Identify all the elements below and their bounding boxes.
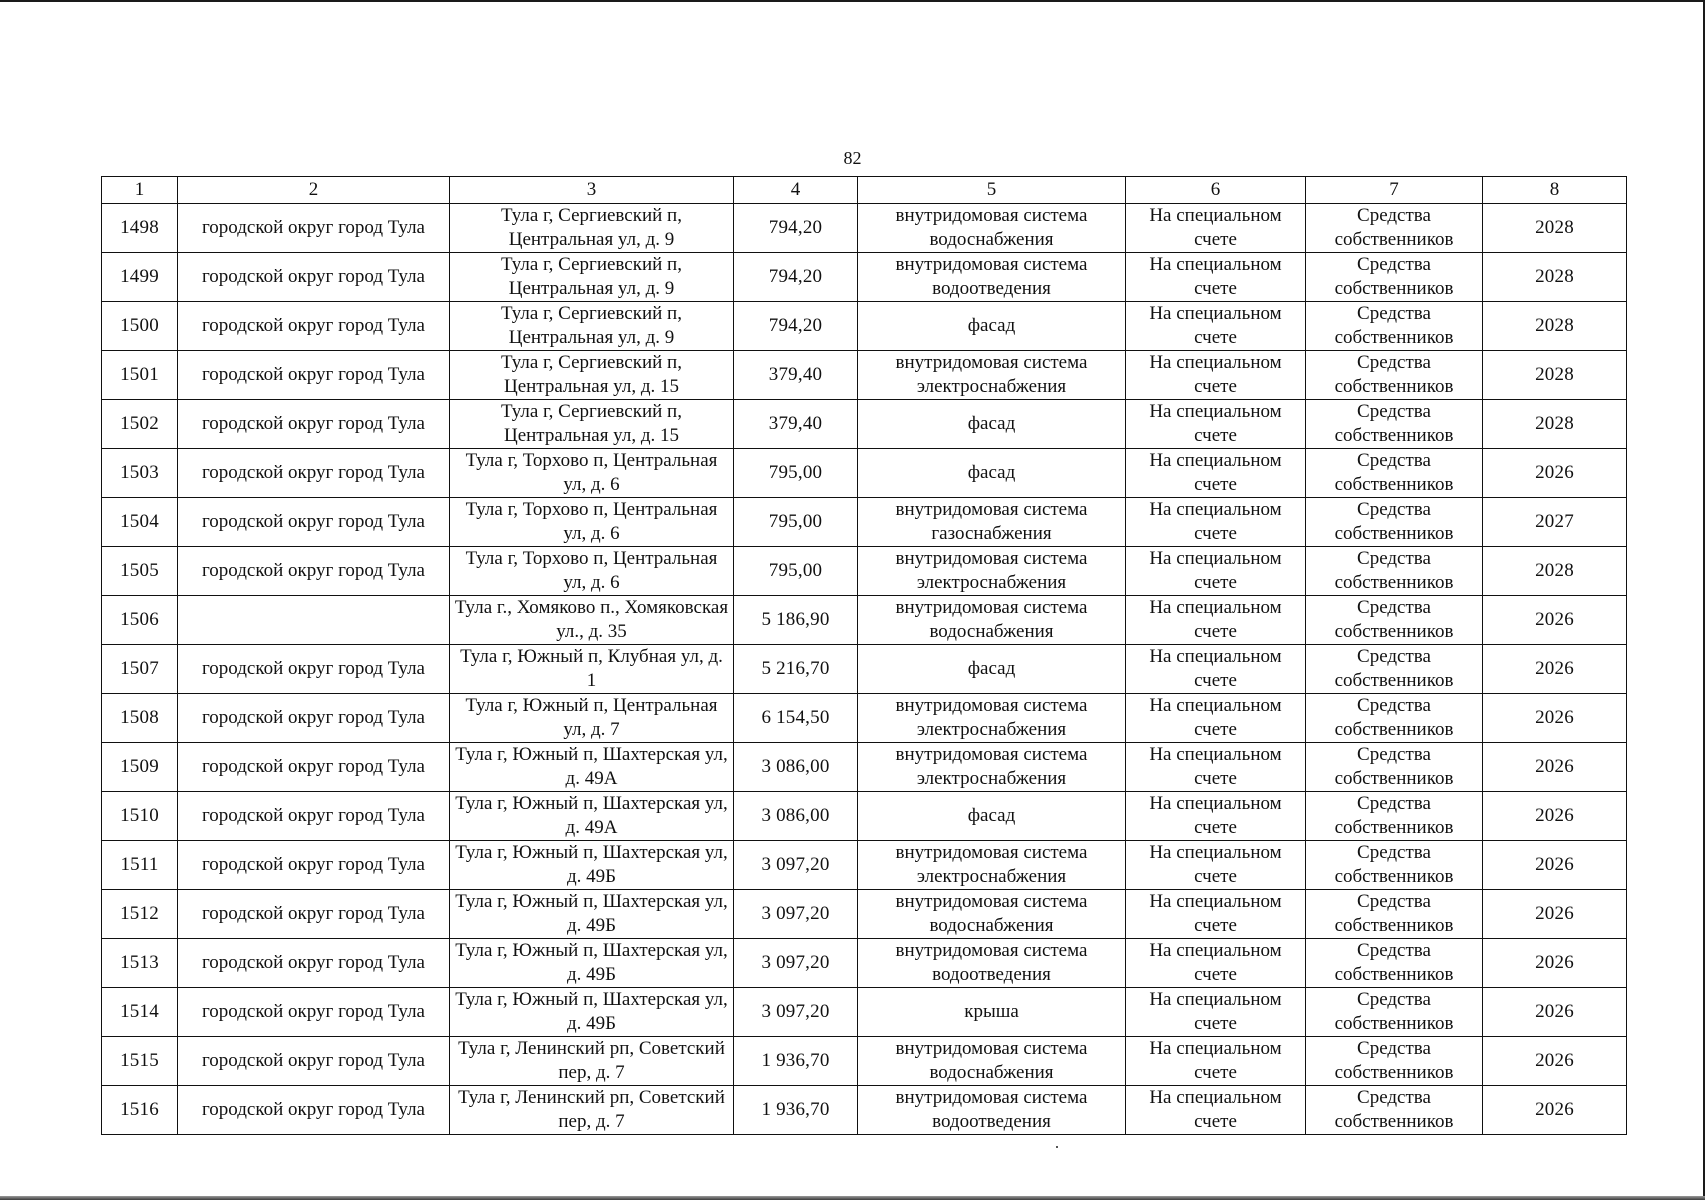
account-type-cell: На специальном счете (1126, 1086, 1306, 1135)
table-row (102, 204, 1627, 253)
year-cell: 2026 (1483, 449, 1627, 498)
account-type-cell: На специальном счете (1126, 302, 1306, 351)
row-number-cell: 1515 (102, 1037, 178, 1086)
repair-element-cell: внутридомовая система водоотведения (858, 253, 1126, 302)
year-cell: 2026 (1483, 988, 1627, 1037)
address-cell: Тула г, Южный п, Шахтерская ул, д. 49Б (450, 841, 734, 890)
funding-source-cell: Средства собственников (1306, 645, 1483, 694)
municipality-cell: городской округ город Тула (178, 743, 450, 792)
municipality-cell: городской округ город Тула (178, 988, 450, 1037)
municipality-cell: городской округ город Тула (178, 1086, 450, 1135)
repair-element-cell: внутридомовая система электроснабжения (858, 841, 1126, 890)
address-cell: Тула г, Южный п, Клубная ул, д. 1 (450, 645, 734, 694)
address-cell: Тула г, Сергиевский п, Центральная ул, д. 9 (450, 204, 734, 253)
funding-source-cell: Средства собственников (1306, 890, 1483, 939)
account-type-cell: На специальном счете (1126, 253, 1306, 302)
repair-element-cell: внутридомовая система водоотведения (858, 1086, 1126, 1135)
year-cell: 2027 (1483, 498, 1627, 547)
funding-source-cell: Средства собственников (1306, 939, 1483, 988)
row-number-cell: 1500 (102, 302, 178, 351)
area-cell: 794,20 (734, 302, 858, 351)
area-cell: 3 086,00 (734, 792, 858, 841)
row-number-cell: 1501 (102, 351, 178, 400)
repair-element-cell: внутридомовая система водоснабжения (858, 1037, 1126, 1086)
year-cell: 2026 (1483, 1086, 1627, 1135)
scan-top-edge (0, 0, 1705, 2)
municipality-cell: городской округ город Тула (178, 890, 450, 939)
funding-source-cell: Средства собственников (1306, 1037, 1483, 1086)
repair-element-cell: внутридомовая система электроснабжения (858, 351, 1126, 400)
funding-source-cell: Средства собственников (1306, 253, 1483, 302)
funding-source-cell: Средства собственников (1306, 351, 1483, 400)
table-row (102, 890, 1627, 939)
area-cell: 3 097,20 (734, 890, 858, 939)
account-type-cell: На специальном счете (1126, 547, 1306, 596)
address-cell: Тула г, Южный п, Шахтерская ул, д. 49Б (450, 890, 734, 939)
account-type-cell: На специальном счете (1126, 596, 1306, 645)
row-number-cell: 1503 (102, 449, 178, 498)
funding-source-cell: Средства собственников (1306, 841, 1483, 890)
municipality-cell: городской округ город Тула (178, 498, 450, 547)
municipality-cell: городской округ город Тула (178, 253, 450, 302)
municipality-cell: городской округ город Тула (178, 302, 450, 351)
row-number-cell: 1504 (102, 498, 178, 547)
year-cell: 2028 (1483, 400, 1627, 449)
area-cell: 379,40 (734, 351, 858, 400)
row-number-cell: 1512 (102, 890, 178, 939)
funding-source-cell: Средства собственников (1306, 1086, 1483, 1135)
year-cell: 2026 (1483, 792, 1627, 841)
year-cell: 2026 (1483, 596, 1627, 645)
year-cell: 2026 (1483, 694, 1627, 743)
row-number-cell: 1505 (102, 547, 178, 596)
funding-source-cell: Средства собственников (1306, 988, 1483, 1037)
repair-element-cell: внутридомовая система газоснабжения (858, 498, 1126, 547)
address-cell: Тула г, Сергиевский п, Центральная ул, д. 15 (450, 400, 734, 449)
table-row (102, 792, 1627, 841)
table-row (102, 547, 1627, 596)
row-number-cell: 1499 (102, 253, 178, 302)
year-cell: 2026 (1483, 1037, 1627, 1086)
account-type-cell: На специальном счете (1126, 694, 1306, 743)
year-cell: 2028 (1483, 547, 1627, 596)
table-row (102, 449, 1627, 498)
year-cell: 2028 (1483, 253, 1627, 302)
address-cell: Тула г, Южный п, Шахтерская ул, д. 49А (450, 792, 734, 841)
scan-bottom-edge (0, 1196, 1705, 1200)
repair-element-cell: внутридомовая система электроснабжения (858, 694, 1126, 743)
table-row (102, 1037, 1627, 1086)
column-header-5: 5 (858, 177, 1126, 204)
address-cell: Тула г, Торхово п, Центральная ул, д. 6 (450, 498, 734, 547)
table-row (102, 841, 1627, 890)
row-number-cell: 1511 (102, 841, 178, 890)
account-type-cell: На специальном счете (1126, 1037, 1306, 1086)
account-type-cell: На специальном счете (1126, 988, 1306, 1037)
table-row (102, 1086, 1627, 1135)
address-cell: Тула г, Торхово п, Центральная ул, д. 6 (450, 547, 734, 596)
funding-source-cell: Средства собственников (1306, 596, 1483, 645)
year-cell: 2028 (1483, 302, 1627, 351)
row-number-cell: 1507 (102, 645, 178, 694)
account-type-cell: На специальном счете (1126, 841, 1306, 890)
table-row (102, 694, 1627, 743)
row-number-cell: 1514 (102, 988, 178, 1037)
municipality-cell: городской округ город Тула (178, 939, 450, 988)
table-header (102, 177, 1627, 204)
municipality-cell: городской округ город Тула (178, 645, 450, 694)
funding-source-cell: Средства собственников (1306, 792, 1483, 841)
municipality-cell: городской округ город Тула (178, 547, 450, 596)
area-cell: 794,20 (734, 204, 858, 253)
table-row (102, 351, 1627, 400)
area-cell: 3 097,20 (734, 939, 858, 988)
table-row (102, 988, 1627, 1037)
address-cell: Тула г, Сергиевский п, Центральная ул, д. 9 (450, 302, 734, 351)
table-row (102, 400, 1627, 449)
municipality-cell: городской округ город Тула (178, 1037, 450, 1086)
repair-element-cell: фасад (858, 645, 1126, 694)
repair-element-cell: внутридомовая система электроснабжения (858, 547, 1126, 596)
area-cell: 5 186,90 (734, 596, 858, 645)
table-row (102, 645, 1627, 694)
address-cell: Тула г, Южный п, Шахтерская ул, д. 49Б (450, 939, 734, 988)
area-cell: 794,20 (734, 253, 858, 302)
row-number-cell: 1510 (102, 792, 178, 841)
area-cell: 3 086,00 (734, 743, 858, 792)
address-cell: Тула г, Ленинский рп, Советский пер, д. 7 (450, 1037, 734, 1086)
municipality-cell: городской округ город Тула (178, 351, 450, 400)
address-cell: Тула г, Ленинский рп, Советский пер, д. 7 (450, 1086, 734, 1135)
area-cell: 379,40 (734, 400, 858, 449)
table-row (102, 253, 1627, 302)
repair-element-cell: внутридомовая система водоснабжения (858, 890, 1126, 939)
funding-source-cell: Средства собственников (1306, 400, 1483, 449)
funding-source-cell: Средства собственников (1306, 302, 1483, 351)
column-header-4: 4 (734, 177, 858, 204)
header-row (102, 177, 1627, 204)
repair-element-cell: фасад (858, 449, 1126, 498)
address-cell: Тула г, Торхово п, Центральная ул, д. 6 (450, 449, 734, 498)
row-number-cell: 1509 (102, 743, 178, 792)
funding-source-cell: Средства собственников (1306, 743, 1483, 792)
column-header-6: 6 (1126, 177, 1306, 204)
repair-element-cell: внутридомовая система водоснабжения (858, 204, 1126, 253)
municipality-cell: городской округ город Тула (178, 792, 450, 841)
account-type-cell: На специальном счете (1126, 645, 1306, 694)
municipality-cell: городской округ город Тула (178, 204, 450, 253)
funding-source-cell: Средства собственников (1306, 694, 1483, 743)
year-cell: 2028 (1483, 204, 1627, 253)
area-cell: 1 936,70 (734, 1086, 858, 1135)
funding-source-cell: Средства собственников (1306, 204, 1483, 253)
table-row (102, 939, 1627, 988)
repair-element-cell: внутридомовая система водоотведения (858, 939, 1126, 988)
row-number-cell: 1508 (102, 694, 178, 743)
table-body (102, 204, 1627, 1135)
column-header-3: 3 (450, 177, 734, 204)
area-cell: 1 936,70 (734, 1037, 858, 1086)
row-number-cell: 1502 (102, 400, 178, 449)
address-cell: Тула г, Южный п, Шахтерская ул, д. 49А (450, 743, 734, 792)
row-number-cell: 1498 (102, 204, 178, 253)
capital-repair-table (101, 176, 1627, 1135)
area-cell: 3 097,20 (734, 988, 858, 1037)
column-header-2: 2 (178, 177, 450, 204)
area-cell: 6 154,50 (734, 694, 858, 743)
scan-speck (1056, 1146, 1058, 1148)
year-cell: 2026 (1483, 890, 1627, 939)
repair-element-cell: фасад (858, 792, 1126, 841)
column-header-7: 7 (1306, 177, 1483, 204)
address-cell: Тула г, Южный п, Центральная ул, д. 7 (450, 694, 734, 743)
repair-element-cell: фасад (858, 400, 1126, 449)
year-cell: 2026 (1483, 645, 1627, 694)
account-type-cell: На специальном счете (1126, 449, 1306, 498)
funding-source-cell: Средства собственников (1306, 498, 1483, 547)
account-type-cell: На специальном счете (1126, 939, 1306, 988)
address-cell: Тула г, Южный п, Шахтерская ул, д. 49Б (450, 988, 734, 1037)
year-cell: 2028 (1483, 351, 1627, 400)
repair-element-cell: внутридомовая система электроснабжения (858, 743, 1126, 792)
municipality-cell: городской округ город Тула (178, 841, 450, 890)
municipality-cell (178, 596, 450, 645)
year-cell: 2026 (1483, 743, 1627, 792)
row-number-cell: 1516 (102, 1086, 178, 1135)
column-header-1: 1 (102, 177, 178, 204)
table-row (102, 302, 1627, 351)
account-type-cell: На специальном счете (1126, 351, 1306, 400)
account-type-cell: На специальном счете (1126, 890, 1306, 939)
municipality-cell: городской округ город Тула (178, 449, 450, 498)
area-cell: 3 097,20 (734, 841, 858, 890)
table-row (102, 498, 1627, 547)
table-row (102, 596, 1627, 645)
municipality-cell: городской округ город Тула (178, 694, 450, 743)
page-number: 82 (843, 148, 862, 168)
area-cell: 795,00 (734, 498, 858, 547)
column-header-8: 8 (1483, 177, 1627, 204)
address-cell: Тула г., Хомяково п., Хомяковская ул., д. 35 (450, 596, 734, 645)
area-cell: 5 216,70 (734, 645, 858, 694)
account-type-cell: На специальном счете (1126, 204, 1306, 253)
repair-element-cell: внутридомовая система водоснабжения (858, 596, 1126, 645)
account-type-cell: На специальном счете (1126, 743, 1306, 792)
area-cell: 795,00 (734, 547, 858, 596)
account-type-cell: На специальном счете (1126, 792, 1306, 841)
area-cell: 795,00 (734, 449, 858, 498)
address-cell: Тула г, Сергиевский п, Центральная ул, д. 15 (450, 351, 734, 400)
municipality-cell: городской округ город Тула (178, 400, 450, 449)
row-number-cell: 1513 (102, 939, 178, 988)
year-cell: 2026 (1483, 939, 1627, 988)
table-row (102, 743, 1627, 792)
account-type-cell: На специальном счете (1126, 498, 1306, 547)
year-cell: 2026 (1483, 841, 1627, 890)
funding-source-cell: Средства собственников (1306, 547, 1483, 596)
repair-element-cell: крыша (858, 988, 1126, 1037)
repair-element-cell: фасад (858, 302, 1126, 351)
account-type-cell: На специальном счете (1126, 400, 1306, 449)
row-number-cell: 1506 (102, 596, 178, 645)
funding-source-cell: Средства собственников (1306, 449, 1483, 498)
address-cell: Тула г, Сергиевский п, Центральная ул, д. 9 (450, 253, 734, 302)
